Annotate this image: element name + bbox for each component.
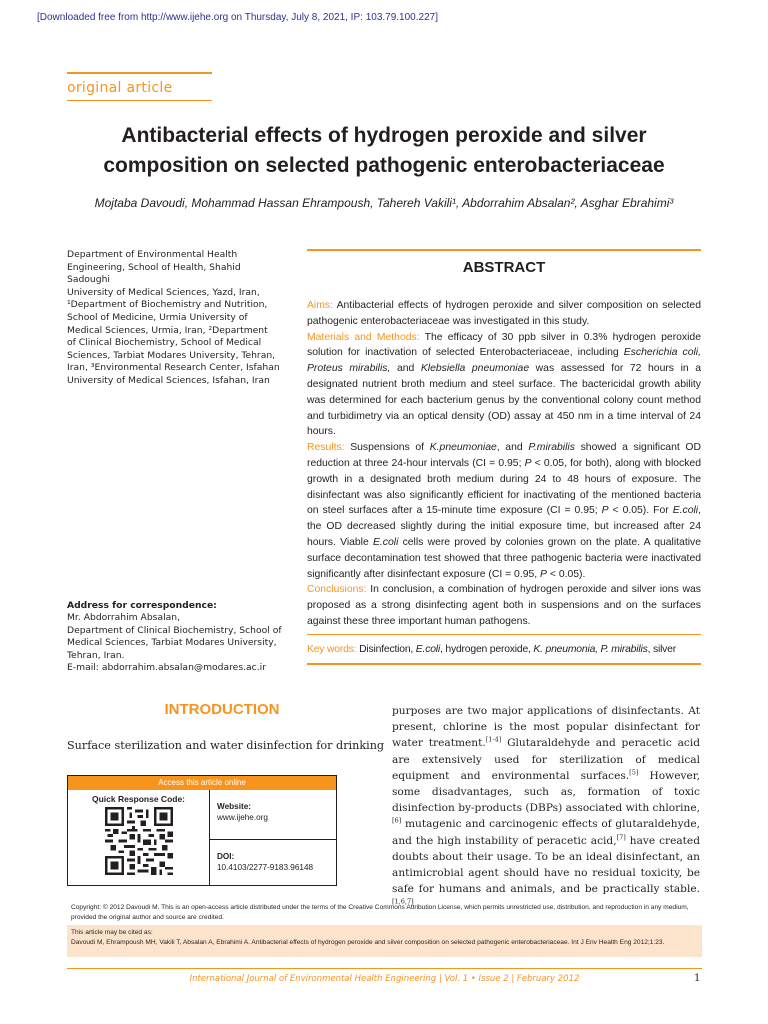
methods-italic: Escherichia coli, Proteus mirabilis, [307, 347, 701, 375]
affiliation-line: of Clinical Biochemistry, School of Medical [67, 337, 262, 349]
correspondence-email[interactable]: E-mail: abdorrahim.absalan@modares.ac.ir [67, 662, 266, 674]
abstract-methods [307, 330, 701, 441]
doi-link[interactable]: 10.4103/2277-9183.96148 [217, 863, 314, 872]
results-text: < 0.05). [546, 568, 586, 580]
methods-italic: Klebsiella pneumoniae [420, 363, 530, 375]
citation-ref[interactable]: [6] [392, 816, 402, 825]
correspondence-line: Department of Clinical Biochemistry, School of [67, 624, 282, 636]
affiliation-line: Sciences, Tarbiat Modares University, Tehran, [67, 349, 276, 361]
keywords [307, 635, 701, 663]
access-box-body [68, 790, 336, 885]
access-box-header: Access this article online [68, 776, 336, 790]
intro-text: mutagenic and carcinogenic effects of glutaraldehyde, and the high instability of peracetic acid, [392, 818, 700, 847]
conclusions-text: In conclusion, a combination of hydrogen peroxide and silver ions was proposed as a strong disinfecting agent both in suspensions and on the surfaces against these three important human pathogens. [307, 584, 701, 627]
conclusions-label: Conclusions: [307, 584, 367, 596]
keywords-italic: E.coli [415, 643, 440, 655]
page-number: 1 [694, 973, 701, 984]
methods-text: and [390, 363, 421, 375]
affiliation-line: Iran, ³Environmental Research Center, Isfahan [67, 362, 280, 374]
website-row [210, 790, 336, 840]
qr-code-icon[interactable] [105, 807, 173, 875]
introduction-heading: INTRODUCTION [164, 701, 280, 718]
affiliation-line: School of Medicine, Urmia University of [67, 311, 248, 323]
results-italic: P [540, 568, 547, 580]
results-label: Results: [307, 442, 345, 454]
citation-ref[interactable]: [5] [629, 768, 639, 777]
correspondence-heading: Address for correspondence: [67, 600, 217, 611]
introduction-first-line: Surface sterilization and water disinfection for drinking [67, 739, 385, 752]
keywords-text: Disinfection, [356, 643, 416, 655]
affiliation-line: University of Medical Sciences, Isfahan, Iran [67, 374, 270, 386]
results-text: , and [496, 442, 529, 454]
introduction-body [392, 703, 700, 914]
correspondence-line: Medical Sciences, Tarbiat Modares University, [67, 637, 277, 649]
correspondence [67, 600, 282, 674]
results-italic: P [524, 457, 532, 469]
cite-label: This article may be cited as: [71, 929, 153, 936]
abstract-box [307, 249, 701, 665]
website-link[interactable]: www.ijehe.org [217, 813, 268, 822]
results-italic: E.coli [672, 505, 699, 517]
affiliation-line: University of Medical Sciences, Yazd, Iran, [67, 286, 260, 298]
results-text: showed a significant OD reduction at three 24-hour intervals (CI = 0.95; [307, 442, 701, 469]
results-italic: P [601, 505, 609, 517]
citation-ref[interactable]: [1-4] [485, 735, 502, 744]
doi-label: DOI: [217, 852, 235, 861]
access-article-box [67, 775, 337, 886]
abstract-aims [307, 298, 701, 330]
article-title [60, 121, 708, 181]
results-text: Suspensions of [344, 442, 430, 454]
results-text: < 0.05, for both), along with blocked growth in a designated broth medium during 24 to 48 hours of exposure. The disinfectant was also significantly efficient for inactivating of the mentioned bacteria on steel surfaces after a 15-minute time exposure (CI = 0.95; [307, 457, 701, 517]
methods-text: The efficacy of 30 ppb silver in 0.3% hydrogen peroxide solution for inactivation of selected Enterobacteriaceae, including [307, 331, 701, 359]
results-italic: P.mirabilis [528, 442, 575, 454]
download-note[interactable]: [Downloaded free from http://www.ijehe.org on Thursday, July 8, 2021, IP: 103.79.100.227] [37, 12, 438, 23]
keywords-text: , silver [647, 643, 677, 655]
divider [67, 100, 212, 101]
divider [67, 968, 702, 969]
journal-footer: International Journal of Environmental Health Engineering | Vol. 1 • Issue 2 | February 2012 [189, 974, 580, 984]
results-italic: E.coli [372, 536, 399, 548]
citation-ref[interactable]: [7] [616, 833, 626, 842]
divider [307, 663, 701, 665]
cite-text: Davoudi M, Ehrampoush MH, Vakili T, Absalan A, Ebrahimi A. Antibacterial effects of hydrogen peroxide and silver composition on selected pathogenic enterobacteriaceae. Int J Env Health Eng 2012;1:23. [71, 938, 665, 946]
correspondence-line: Tehran, Iran. [67, 649, 125, 661]
affiliations [67, 249, 282, 388]
qr-label: Quick Response Code: [91, 794, 186, 804]
keywords-label: Key words: [307, 643, 357, 655]
citation-box [67, 925, 702, 957]
intro-text: have created doubts about their usage. To be an ideal disinfectant, an antimicrobial agent should have no residual toxicity, be safe for humans and animals, and be practically stable. [392, 834, 700, 896]
results-text: , the OD decreased slightly during the initial exposure time, but increased after 24 hours. Viable [307, 505, 701, 548]
article-type-block [67, 72, 212, 101]
correspondence-line: Mr. Abdorrahim Absalan, [67, 612, 180, 624]
article-type: original article [67, 80, 173, 96]
keywords-italic: K. pneumonia, P. mirabilis [533, 643, 648, 655]
affiliation-line: Engineering, School of Health, Shahid Sadoughi [67, 261, 241, 286]
doi-row [210, 840, 336, 885]
abstract-heading: ABSTRACT [462, 259, 546, 276]
affiliation-line: Department of Environmental Health [67, 249, 238, 260]
intro-text: However, some disadvantages, such as, formation of toxic disinfection by-products (DBPs) associated with chlorine, [392, 769, 701, 815]
methods-text: was assessed for 72 hours in a designated nutrient broth medium and steel surface. The bactericidal growth ability was determined for each bacterium genus by the conventional colony count method and turbidimetry via an optical density (OD) assay at 450 nm in a time interval of 24 hours. [307, 363, 702, 438]
results-text: cells were proved by colonies grown on the plate. A qualitative surface decontamination test showed that three pathogenic bacteria were inactivated significantly after disinfectant exposure (CI = 0.95, [307, 536, 701, 580]
author-list: Mojtaba Davoudi, Mohammad Hassan Ehrampoush, Tahereh Vakili¹, Abdorrahim Absalan², Asghar Ebrahimi³ [94, 196, 674, 210]
methods-label: Materials and Methods: [307, 331, 420, 343]
intro-text: Glutaraldehyde and peracetic acid are extensively used for sterilization of medical equipment and environmental surfaces. [392, 737, 700, 782]
website-label: Website: [217, 802, 251, 811]
results-text: < 0.05). For [608, 505, 673, 517]
keywords-text: , hydrogen peroxide, [440, 643, 534, 655]
title-line-2: composition on selected pathogenic enterobacteriaceae [103, 154, 665, 177]
results-italic: K.pneumoniae [429, 442, 497, 454]
abstract-conclusions [307, 582, 701, 629]
aims-text: Antibacterial effects of hydrogen peroxide and silver composition on selected pathogenic enterobacteriaceae was investigated in this study. [307, 300, 701, 327]
affiliation-line: Medical Sciences, Urmia, Iran, ²Department [67, 324, 268, 336]
qr-column [68, 790, 210, 885]
abstract-results [307, 440, 701, 582]
copyright-notice: Copyright: © 2012 Davoudi M. This is an open-access article distributed under the terms of the Creative Commons Attribution License, which permits unrestricted use, distribution, and reproduction in any medium, provided the original author and source are credited. [71, 904, 689, 921]
citation-ref[interactable]: [1,6,7] [392, 897, 414, 906]
affiliation-line: ¹Department of Biochemistry and Nutrition, [67, 299, 268, 311]
intro-text: purposes are two major applications of disinfectants. At present, chlorine is the most popular disinfectant for water treatment. [392, 705, 700, 750]
aims-label: Aims: [307, 300, 333, 311]
title-line-1: Antibacterial effects of hydrogen peroxide and silver [121, 124, 647, 147]
